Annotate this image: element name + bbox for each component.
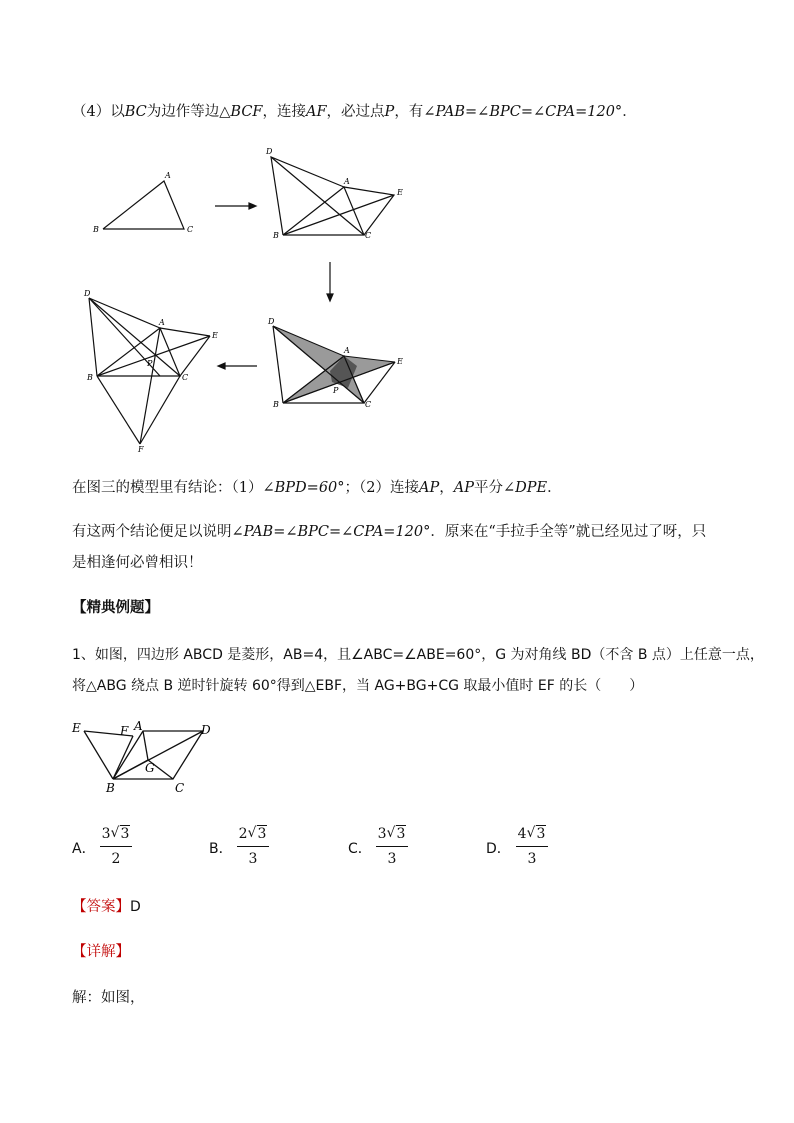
segment-ap: AP	[419, 480, 440, 496]
label-a: A	[159, 318, 165, 327]
label-d: D	[268, 317, 275, 326]
label-a: A	[165, 171, 171, 180]
conclusion-text: ，	[439, 480, 454, 496]
label-b: B	[106, 781, 115, 795]
arrow-down-icon	[327, 262, 333, 301]
intro-text: 为边作等边	[146, 104, 220, 120]
label-a: A	[344, 177, 350, 186]
intro-text: ，连接	[262, 104, 306, 120]
label-c: C	[365, 231, 372, 240]
label-e: E	[397, 188, 403, 197]
section-title: 【精典例题】	[72, 599, 159, 616]
denominator: 2	[111, 851, 121, 867]
answer-value: D	[130, 899, 141, 915]
remark-text: 有这两个结论便足以说明	[72, 524, 232, 540]
answer-label: 【答案】	[72, 899, 130, 915]
label-a: A	[134, 719, 143, 733]
segment-bc: BC	[124, 104, 147, 120]
segment-af: AF	[306, 104, 327, 120]
label-b: B	[93, 225, 99, 234]
remark-line-1	[72, 522, 706, 542]
arrow-right-icon	[215, 203, 256, 209]
label-a: A	[344, 346, 350, 355]
option-letter: A．	[72, 841, 96, 857]
label-e: E	[212, 331, 218, 340]
option-fraction	[96, 824, 136, 869]
coefficient: 2	[238, 826, 248, 842]
figure-four-complete	[89, 298, 210, 444]
problem-line-2: 将△ABG 绕点 B 逆时针旋转 60°得到△EBF，当 AG+BG+CG 取最小值时 EF 的长（ ）	[72, 678, 644, 694]
conclusion-text: ．	[547, 480, 562, 496]
radicand: 3	[120, 826, 130, 842]
label-p: P	[333, 386, 339, 395]
label-d: D	[266, 147, 273, 156]
label-d: D	[84, 289, 91, 298]
problem-line-1: 1、如图，四边形 ABCD 是菱形，AB=4，且∠ABC=∠ABE=60°，G 为对角线 BD（不含 B 点）上任意一点，	[72, 647, 764, 663]
intro-text: ．	[622, 104, 637, 120]
coefficient: 4	[517, 826, 527, 842]
option-letter: B．	[209, 841, 233, 857]
remark-text: ．原来在“手拉手全等”就已经见过了呀，只	[430, 524, 707, 540]
angle-equation: ∠PAB=∠BPC=∠CPA=120°	[231, 524, 431, 540]
denominator: 3	[248, 851, 258, 867]
label-c: C	[182, 373, 189, 382]
triangle-bcf: △BCF	[219, 104, 263, 120]
label-b: B	[273, 231, 279, 240]
option-fraction	[233, 824, 273, 869]
segment-ap: AP	[453, 480, 474, 496]
label-p: P	[147, 359, 153, 368]
intro-text: （4）以	[72, 104, 125, 120]
radicand: 3	[536, 826, 546, 842]
angle-equation: ∠PAB=∠BPC=∠CPA=120°	[423, 104, 623, 120]
option-letter: C．	[348, 841, 372, 857]
conclusion-text: 在图三的模型里有结论：（1）	[72, 480, 263, 496]
label-b: B	[273, 400, 279, 409]
conclusion-text: ；（2）连接	[344, 480, 420, 496]
answer-line	[72, 897, 141, 917]
label-f: F	[120, 724, 129, 738]
figure-two-equilateral	[271, 157, 394, 235]
point-p: P	[384, 104, 395, 120]
coefficient: 3	[101, 826, 111, 842]
figure-rhombus	[84, 731, 203, 779]
radicand: 3	[396, 826, 406, 842]
label-e: E	[72, 721, 81, 735]
label-f: F	[138, 445, 144, 454]
label-b: B	[87, 373, 93, 382]
coefficient: 3	[377, 826, 387, 842]
arrow-left-icon	[218, 363, 257, 369]
detail-label: 【详解】	[72, 944, 130, 960]
label-g: G	[145, 761, 155, 775]
angle-dpe: ∠DPE	[502, 480, 548, 496]
label-e: E	[397, 357, 403, 366]
label-c: C	[365, 400, 372, 409]
label-d: D	[201, 723, 211, 737]
denominator: 3	[387, 851, 397, 867]
conclusion-line	[72, 478, 562, 498]
option-letter: D．	[486, 841, 511, 857]
denominator: 3	[527, 851, 537, 867]
radicand: 3	[257, 826, 267, 842]
intro-text: ，有	[394, 104, 424, 120]
label-c: C	[175, 781, 185, 795]
intro-text: ，必过点	[326, 104, 385, 120]
angle-bpd: ∠BPD=60°	[262, 480, 345, 496]
solution-start: 解：如图，	[72, 990, 145, 1006]
option-fraction	[512, 824, 552, 869]
remark-line-2: 是相逢何必曾相识！	[72, 555, 203, 571]
option-fraction	[372, 824, 412, 869]
label-c: C	[187, 225, 194, 234]
conclusion-text: 平分	[473, 480, 503, 496]
